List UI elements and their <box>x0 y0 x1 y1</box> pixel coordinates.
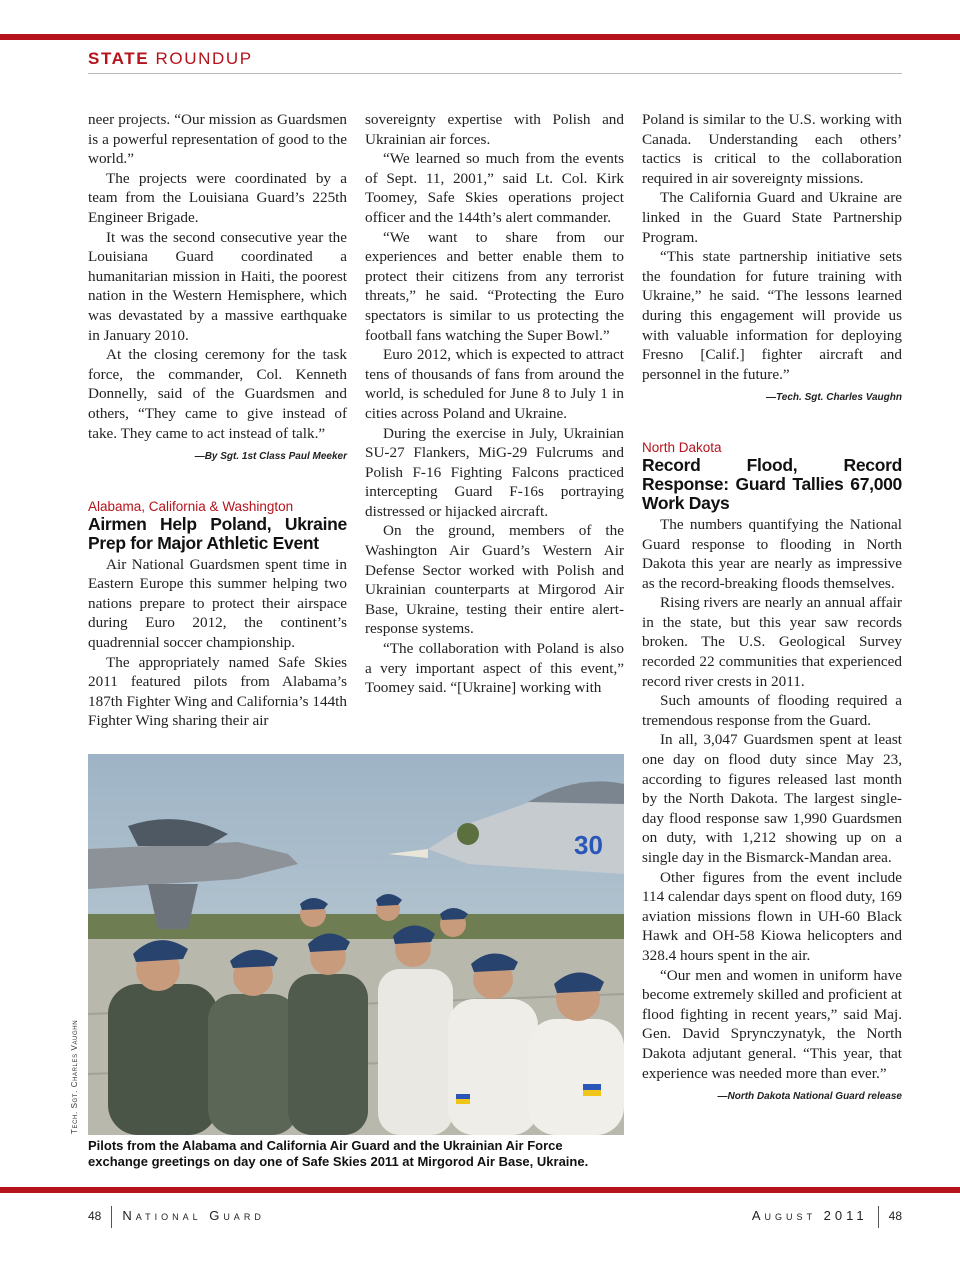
story-headline: Record Flood, Record Response: Guard Tallies 67,000 Work Days <box>642 454 902 513</box>
section-header <box>88 49 253 69</box>
paragraph: Euro 2012, which is expected to attract tens of thousands of fans from around the world, is scheduled for June 8 to July 1 in cities across Poland and Ukraine. <box>365 346 624 422</box>
paragraph: sovereignty expertise with Polish and Ukrainian air forces. <box>365 111 624 148</box>
paragraph: It was the second consecutive year the Louisiana Guard coordinated a humanitarian mission in Haiti, the poorest nation in the Western Hemisphere, which was devastated by a massive earthquake in January 2010. <box>88 228 347 344</box>
news-photo <box>88 754 624 1135</box>
paragraph: “We want to share from our experiences and better enable them to protect their citizens from any terrorist threats,” he said. “Protecting the Euro spectators is similar to us protecting the football fans watching the Super Bowl.” <box>365 228 624 344</box>
paragraph: Air National Guardsmen spent time in Eastern Europe this summer helping two nations prepare to protect their airspace during Euro 2012, the continent’s quadrennial soccer championship. <box>88 555 347 652</box>
paragraph: “We learned so much from the events of Sept. 11, 2001,” said Lt. Col. Kirk Toomey, Safe Skies operations project officer and the 144th’s alert commander. <box>365 150 624 226</box>
photo-illustration <box>88 754 624 1135</box>
footer-right <box>752 1206 902 1228</box>
paragraph: Other figures from the event include 114 calendar days spent on flood duty, 169 aviation missions flown in UH-60 Black Hawk and OH-58 Kiowa helicopters and 328.4 hours spent in the air. <box>642 868 902 964</box>
footer-divider <box>878 1206 879 1228</box>
page-number-right: 48 <box>888 1209 902 1224</box>
paragraph: neer projects. “Our mission as Guardsmen is a powerful representation of good to the world.” <box>88 111 347 168</box>
paragraph: “Our men and women in uniform have become extremely skilled and proficient at flood fighting in recent years,” said Maj. Gen. David Sprynczynatyk, the North Dakota adjutant general. “This year, that experience was needed more than ever.” <box>642 966 902 1082</box>
byline: —By Sgt. 1st Class Paul Meeker <box>194 451 347 463</box>
paragraph: Poland is similar to the U.S. working with Canada. Understanding each others’ tactics is critical to the collaboration required in air sovereignty missions. <box>642 111 902 187</box>
bottom-rule <box>0 1187 960 1193</box>
page-number-left: 48 <box>88 1209 102 1224</box>
story-headline: Airmen Help Poland, Ukraine Prep for Major Athletic Event <box>88 513 347 553</box>
byline: —Tech. Sgt. Charles Vaughn <box>766 392 902 404</box>
paragraph: The projects were coordinated by a team from the Louisiana Guard’s 225th Engineer Brigade. <box>88 169 347 226</box>
column-2 <box>365 110 624 698</box>
paragraph: In all, 3,047 Guardsmen spent at least one day on flood duty since May 23, according to figures released last month by the North Dakota. The largest single-day flood response saw 1,990 Guardsmen on duty, with 1,212 showing up on a single day in the Bismarck-Mandan area. <box>642 731 902 866</box>
paragraph: “The collaboration with Poland is also a very important aspect of this event,” Toomey said. “[Ukraine] working with <box>365 640 624 697</box>
paragraph: “This state partnership initiative sets the foundation for future training with Ukraine,” he said. “The lessons learned during this engagement will provide us with valuable information for deploying Fresno [Calif.] fighter aircraft and personnel in the future.” <box>642 248 902 383</box>
issue-date: August 2011 <box>751 1208 868 1224</box>
story-kicker: Alabama, California & Washington <box>88 498 294 514</box>
footer-divider <box>111 1206 112 1228</box>
aircraft-number: 30 <box>574 830 603 860</box>
paragraph: On the ground, members of the Washington Air Guard’s Western Air Defense Sector worked with Polish and Ukrainian counterparts at Mirgorod Air Base, Ukraine, testing their entire alert-response systems. <box>365 522 624 638</box>
section-header-rest: ROUNDUP <box>149 49 253 68</box>
paragraph: The California Guard and Ukraine are linked in the Guard State Partnership Program. <box>642 189 902 246</box>
section-header-bold: STATE <box>88 49 150 68</box>
column-1 <box>88 110 347 731</box>
paragraph: The appropriately named Safe Skies 2011 featured pilots from Alabama’s 187th Fighter Wing and California’s 144th Fighter Wing sharing their air <box>88 653 347 730</box>
byline: —North Dakota National Guard release <box>717 1091 902 1103</box>
story-kicker: North Dakota <box>642 439 722 455</box>
photo-caption: Pilots from the Alabama and California Air Guard and the Ukrainian Air Force exchange greetings on day one of Safe Skies 2011 at Mirgorod Air Base, Ukraine. <box>88 1138 589 1169</box>
paragraph: At the closing ceremony for the task force, the commander, Col. Kenneth Donnelly, said of the Guardsmen and others, “They came to give instead of take. They came to act instead of talk.” <box>88 346 347 442</box>
header-rule <box>88 73 902 74</box>
paragraph: Such amounts of flooding required a tremendous response from the Guard. <box>642 692 902 729</box>
paragraph: During the exercise in July, Ukrainian SU-27 Flankers, MiG-29 Fulcrums and Polish F-16 Fighting Falcons practiced intercepting Guard F-16s portraying distressed or hijacked aircraft. <box>365 424 624 520</box>
magazine-title: National Guard <box>122 1208 265 1224</box>
paragraph: Rising rivers are nearly an annual affair in the state, but this year saw records broken. The U.S. Geological Survey recorded 22 communities that experienced record river crests in 2011. <box>642 594 902 690</box>
top-rule <box>0 34 960 40</box>
paragraph: The numbers quantifying the National Guard response to flooding in North Dakota this year are nearly as impressive as the record-breaking floods themselves. <box>642 515 902 592</box>
photo-credit: Tech. Sgt. Charles Vaughn <box>70 1019 79 1134</box>
column-3 <box>642 110 902 1107</box>
footer-left <box>88 1206 265 1228</box>
